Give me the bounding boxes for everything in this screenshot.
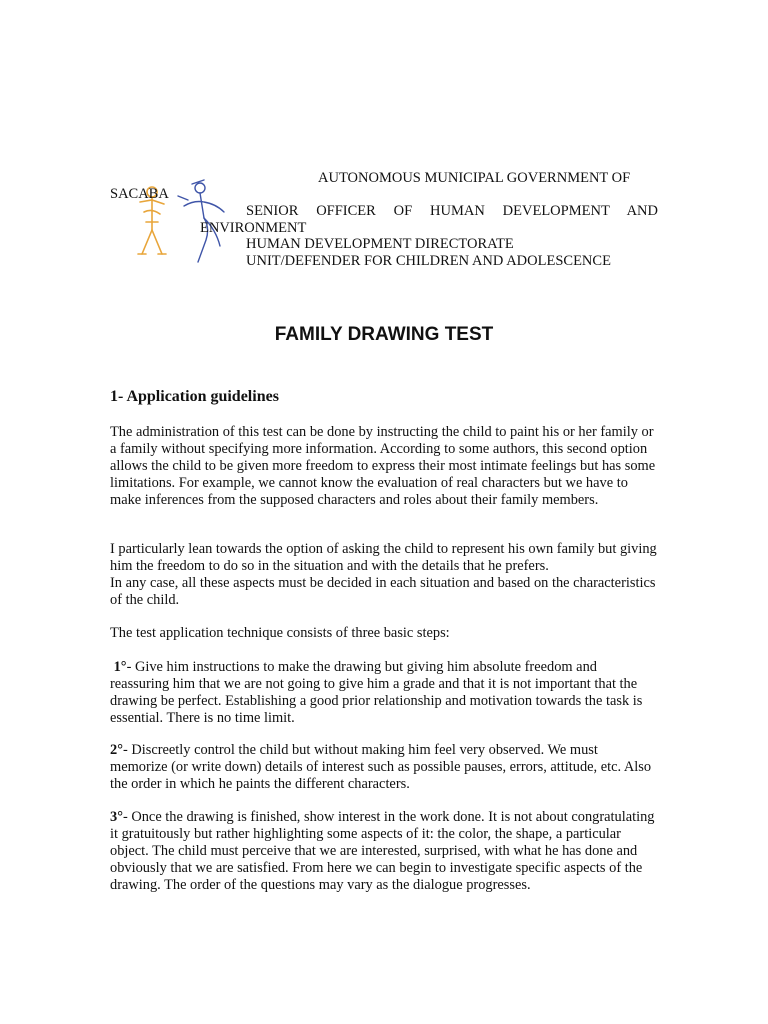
section-heading: 1- Application guidelines (110, 388, 279, 405)
step-2 (110, 742, 658, 793)
paragraph-2-line-b: In any case, all these aspects must be decided in each situation and based on the characteristics of the child. (110, 574, 656, 608)
step-1-text: - Give him instructions to make the drawing but giving him absolute freedom and reassuring him that we are not going to give him a grade and that it is not important that the drawing be perfect. Establishing a good prior relationship and motivation towards the task is essential. There is no time limit. (110, 659, 643, 726)
paragraph-2 (110, 541, 658, 609)
paragraph-3: The test application technique consists of three basic steps: (110, 625, 450, 641)
step-2-number: 2° (110, 742, 123, 758)
step-3-number: 3° (110, 809, 123, 825)
header-line-1: AUTONOMOUS MUNICIPAL GOVERNMENT OF (318, 170, 631, 186)
paragraph-2-line-a: I particularly lean towards the option of asking the child to represent his own family but giving him the freedom to do so in the situation and with the details that he prefers. (110, 541, 657, 574)
step-2-text: - Discreetly control the child but without making him feel very observed. We must memorize (or write down) details of interest such as possible pauses, errors, attitude, etc. Also the order in which he paints the different characters. (110, 742, 652, 792)
step-1-number: 1° (113, 659, 127, 675)
header-line-1-continued: SACABA (110, 186, 169, 202)
step-3 (110, 809, 658, 894)
header-line-2-continued: ENVIRONMENT (200, 220, 307, 236)
page-title: FAMILY DRAWING TEST (274, 324, 494, 345)
paragraph-1: The administration of this test can be done by instructing the child to paint his or her family or a family without specifying more information. According to some authors, this second option allows the child to be given more freedom to express their most intimate feelings but has some limitations. For example, we cannot know the evaluation of real characters but we have to make inferences from the supposed characters and roles about their family members. (110, 424, 656, 508)
step-3-text: - Once the drawing is finished, show interest in the work done. It is not about congratulating it gratuitously but rather highlighting some aspects of it: the color, the shape, a particular object. The child must perceive that we are interested, surprised, with what he has done and obviously that we are satisfied. From here we can begin to investigate specific aspects of the drawing. The order of the questions may vary as the dialogue progresses. (110, 809, 655, 893)
header-line-3: HUMAN DEVELOPMENT DIRECTORATE (246, 236, 514, 252)
step-1 (110, 659, 658, 727)
header-line-4: UNIT/DEFENDER FOR CHILDREN AND ADOLESCENCE (246, 253, 611, 269)
header-line-2: SENIOR OFFICER OF HUMAN DEVELOPMENT AND (246, 203, 658, 219)
